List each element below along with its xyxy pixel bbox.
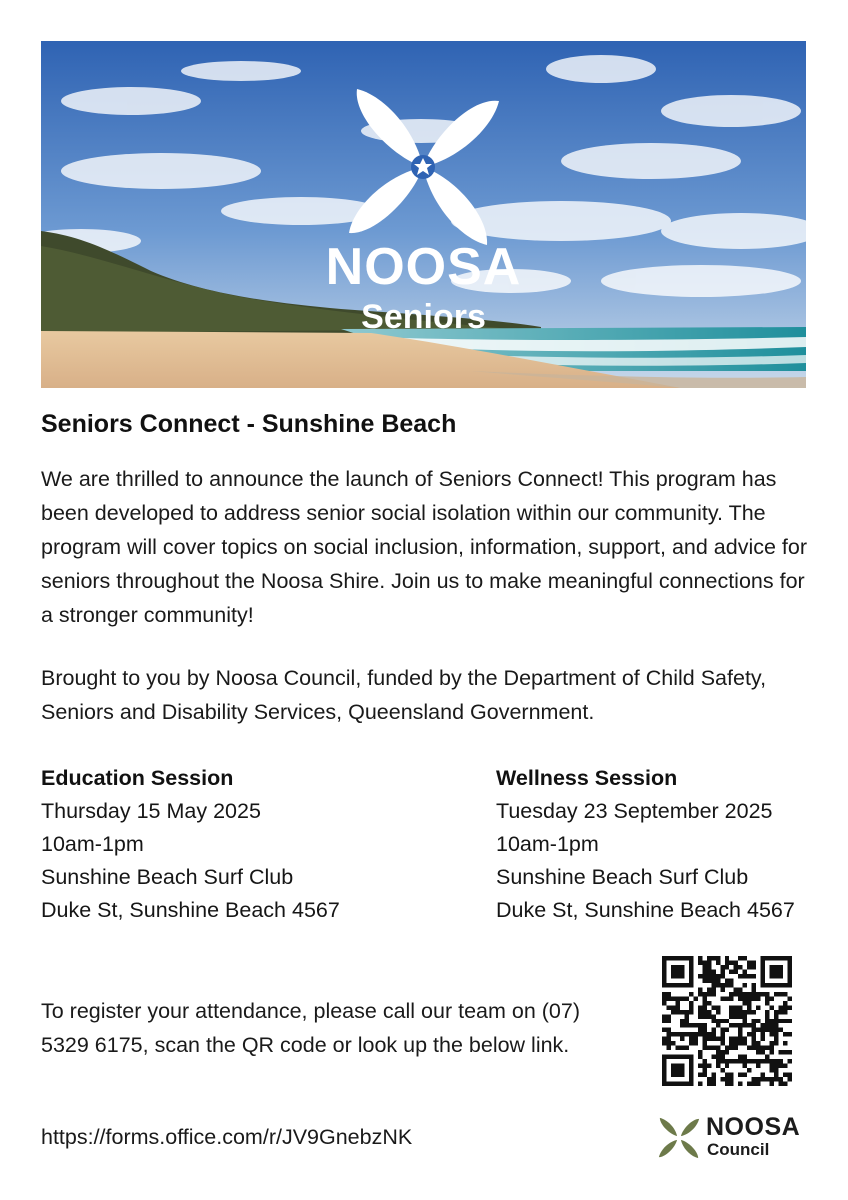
funding-paragraph: Brought to you by Noosa Council, funded by the Department of Child Safety, Seniors and Disability Services, Queensland Government.	[41, 666, 767, 724]
event-title: Seniors Connect - Sunshine Beach	[41, 410, 457, 438]
intro-paragraph: We are thrilled to announce the launch of Seniors Connect! This program has been developed to address senior social isolation within our community. The program will cover topics on social inclusion, information, support, and advice for seniors throughout the Noosa Shire. Join us to make meaningful connections for a stronger community!	[41, 467, 808, 627]
registration-link[interactable]: https://forms.office.com/r/JV9GnebzNK	[41, 1125, 413, 1149]
session-address: Duke St, Sunshine Beach 4567	[41, 898, 340, 922]
session-time: 10am-1pm	[496, 832, 599, 856]
council-sub: Council	[707, 1140, 770, 1159]
session-time: 10am-1pm	[41, 832, 144, 856]
session-address: Duke St, Sunshine Beach 4567	[496, 898, 795, 922]
wellness-session	[496, 762, 795, 927]
session-venue: Sunshine Beach Surf Club	[41, 865, 294, 889]
registration-text: To register your attendance, please call our team on (07) 5329 6175, scan the QR code or look up the below link.	[41, 999, 580, 1057]
session-date: Thursday 15 May 2025	[41, 799, 261, 823]
council-name: NOOSA	[706, 1113, 801, 1141]
council-flower-icon	[656, 1115, 702, 1161]
hero-brand-sub: Seniors	[361, 298, 486, 336]
council-logo-text	[706, 1113, 800, 1159]
session-heading: Education Session	[41, 766, 234, 790]
session-date: Tuesday 23 September 2025	[496, 799, 773, 823]
hero-brand-name: NOOSA	[325, 238, 522, 296]
hero-banner	[41, 41, 806, 388]
session-venue: Sunshine Beach Surf Club	[496, 865, 749, 889]
qr-code-icon[interactable]	[662, 956, 792, 1086]
session-heading: Wellness Session	[496, 766, 678, 790]
education-session	[41, 762, 340, 927]
